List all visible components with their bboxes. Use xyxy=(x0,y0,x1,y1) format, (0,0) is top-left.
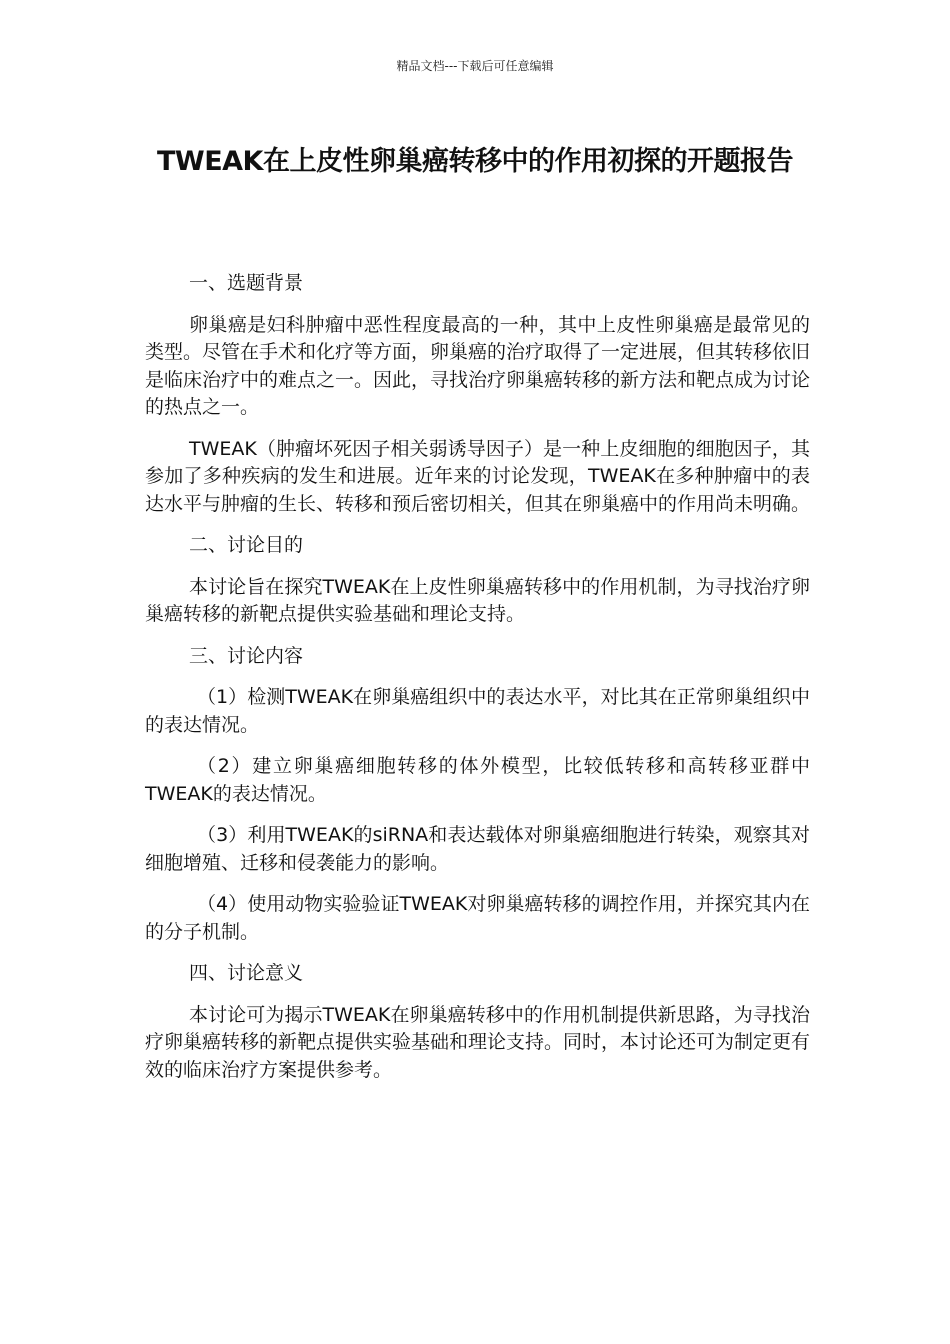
content-item-4: （4）使用动物实验验证TWEAK对卵巢癌转移的调控作用，并探究其内在的分子机制。 xyxy=(145,893,810,943)
section-heading-background: 一、选题背景 xyxy=(189,272,304,294)
content-item-3: （3）利用TWEAK的siRNA和表达载体对卵巢癌细胞进行转染，观察其对细胞增殖、迁移和侵袭能力的影响。 xyxy=(145,824,810,874)
page-header-note: 精品文档---下载后可任意编辑 xyxy=(396,59,554,73)
document-body xyxy=(145,270,810,1098)
section-heading-content: 三、讨论内容 xyxy=(189,644,304,667)
content-item-2: （2）建立卵巢癌细胞转移的体外模型，比较低转移和高转移亚群中TWEAK的表达情况。 xyxy=(145,755,810,805)
background-paragraph-1: 卵巢癌是妇科肿瘤中恶性程度最高的一种，其中上皮性卵巢癌是最常见的类型。尽管在手术和化疗等方面，卵巢癌的治疗取得了一定进展，但其转移依旧是临床治疗中的难点之一。因此，寻找治疗卵巢癌转移的新方法和靶点成为讨论的热点之一。 xyxy=(145,313,811,418)
content-item-1: （1）检测TWEAK在卵巢癌组织中的表达水平，对比其在正常卵巢组织中的表达情况。 xyxy=(145,686,810,736)
purpose-paragraph: 本讨论旨在探究TWEAK在上皮性卵巢癌转移中的作用机制，为寻找治疗卵巢癌转移的新靶点提供实验基础和理论支持。 xyxy=(145,575,810,625)
background-paragraph-2: TWEAK（肿瘤坏死因子相关弱诱导因子）是一种上皮细胞的细胞因子，其参加了多种疾病的发生和进展。近年来的讨论发现，TWEAK在多种肿瘤中的表达水平与肿瘤的生长、转移和预后密切相关，但其在卵巢癌中的作用尚未明确。 xyxy=(145,437,811,515)
document-title: TWEAK在上皮性卵巢癌转移中的作用初探的开题报告 xyxy=(157,146,793,177)
section-heading-purpose: 二、讨论目的 xyxy=(189,534,304,556)
significance-paragraph: 本讨论可为揭示TWEAK在卵巢癌转移中的作用机制提供新思路，为寻找治疗卵巢癌转移的新靶点提供实验基础和理论支持。同时，本讨论还可为制定更有效的临床治疗方案提供参考。 xyxy=(145,1003,811,1081)
section-heading-significance: 四、讨论意义 xyxy=(189,962,304,984)
